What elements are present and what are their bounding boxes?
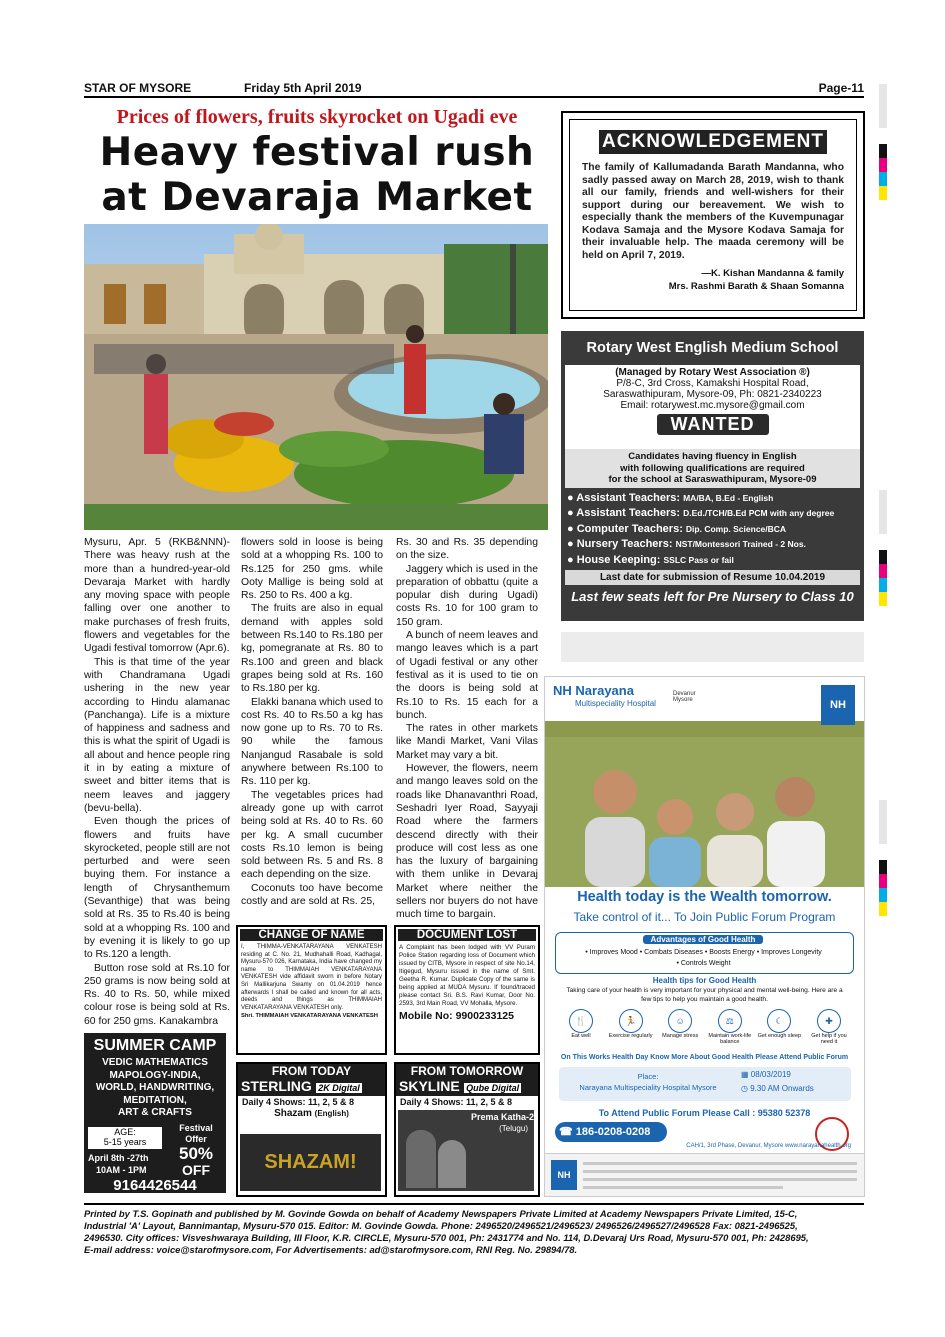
paragraph: Coconuts too have become costly and are sold at Rs. 25, — [241, 882, 383, 908]
narayana-cta: Take control of it... To Join Public Forum Program — [573, 910, 836, 924]
candidates-line-1: Candidates having fluency in English — [628, 451, 797, 462]
calendar-icon: ▦ — [741, 1070, 749, 1079]
paragraph: However, the flowers, neem and mango leaves sold on the roads like Dhanavanthri Road, Seshadri Iyer Road, Sayyaji Road where the farmers descend directly with their produce will cost less as one has the luxury of bargaining with them unlike in Devaraj Market where neither the sellers nor buyers do not have much time to bargain. — [396, 763, 538, 921]
narayana-tagline: Health today is the Wealth tomorrow. — [577, 889, 832, 905]
sterling-cinema-ad — [236, 1062, 387, 1197]
imprint-footer — [84, 1203, 864, 1256]
tips-title: Health tips for Good Health — [652, 976, 757, 985]
rotary-address-2: Saraswathipuram, Mysore-09, Ph: 0821-2340223 — [603, 389, 822, 400]
wanted-banner: WANTED — [657, 414, 769, 435]
phone-icon: ☎ — [559, 1126, 573, 1138]
paper-name: STAR OF MYSORE — [84, 81, 192, 95]
article-column-3 — [396, 536, 538, 922]
narayana-sub: Multispeciality Hospital — [575, 699, 656, 708]
sleep-icon: ☾ — [767, 1009, 791, 1033]
skyline-head: FROM TOMORROW — [396, 1064, 538, 1078]
advantages-line-2: • Controls Weight — [676, 960, 731, 967]
rotary-managed: (Managed by Rotary West Association ®) — [615, 367, 810, 378]
summer-line: MEDITATION, — [123, 1094, 187, 1106]
clock-icon: ◷ — [741, 1084, 748, 1093]
grey-strip — [561, 632, 864, 662]
rotary-address-1: P/8-C, 3rd Cross, Kamakshi Hospital Road, — [616, 378, 809, 389]
market-photo — [84, 224, 548, 530]
shazam-poster: SHAZAM! — [240, 1134, 381, 1191]
paragraph: The fruits are also in equal demand with apples sold between Rs.140 to Rs.180 per kg, pomegranate at Rs. 80 to Rs.100 and green and black grapes being sold at Rs. 160 to Rs.180 per kg. — [241, 603, 383, 695]
eat-well-icon: 🍴 — [569, 1009, 593, 1033]
skyline-cinema-ad — [394, 1062, 540, 1197]
age-label: AGE: — [114, 1127, 136, 1137]
event-date: ▦ 08/03/2019 — [741, 1070, 791, 1079]
ack-sign-1: —K. Kishan Mandanna & family — [701, 268, 844, 279]
lost-body: A Complaint has been lodged with VV Puram Police Station regarding loss of Document which issued by CITB, Mysore in respect of site No.14, Itigegud, Mysuru issued in the name of Smt. Geetha R. Kumar. Duplicate Copy of the same is being applied at MUDA Mysuru. If found/traced please contact Sri. B.S. Ravi Kumar, Door No. 2593, 3rd Main Road, VV Mohalla, Mysore. — [399, 944, 535, 1007]
exercise-icon: 🏃 — [619, 1009, 643, 1033]
summer-line: WORLD, HANDWRITING, — [95, 1082, 215, 1093]
nh-footer-icon: NH — [551, 1160, 577, 1190]
offer-line-2: Offer — [185, 1134, 207, 1144]
skyline-digital: Qube Digital — [466, 1083, 520, 1093]
paragraph: Even though the prices of flowers and fruits have skyrocketed, people still are not perturbed and were seen buying them. For instance a length of Chrysanthemum (Sevanthige) that was being sold at Rs. 35 to Rs.40 is being sold at a whopping Rs. 100 and by evening it is likely to go up to Rs.120 a length. — [84, 816, 230, 961]
imprint-line: Printed by T.S. Gopinath and published by M. Govinde Gowda on behalf of Academy Newspapers Private Limited at Academy Newspapers Private Limited, 15-C, — [84, 1208, 798, 1219]
nh-logo-icon: NH — [553, 683, 572, 698]
narayana-hospital-ad — [544, 676, 865, 1197]
paragraph: The vegetables prices had already gone up with carrot being sold at Rs. 40 to Rs. 60 per kg. A small cucumber costs Rs.10 lemon is being sold between Rs. 5 and Rs. 8 each depending on the size. — [241, 789, 383, 881]
post-item: ● Assistant Teachers: D.Ed./TCH/B.Ed PCM with any degree — [567, 507, 835, 520]
change-body: I, THIMMA-VENKATARAYANA VENKATESH residing at C. No. 21, Mudhahalli Road, Kadhagal, Mysuru-570 026, Karnataka, India have changed my name to THIMMAIAH VENKATARAYANA VENKATESH vide affidavit sworn in before Notary Sri Mallikarjuna Swamy on 01.04.2019 hence afterwards I shall be called and known for all acts, deeds and things as THIMMAIAH VENKATARAYANA VENKATESH only. — [241, 944, 382, 1011]
summer-line: MAPOLOGY-INDIA, — [109, 1069, 201, 1081]
headline-line-2: at Devaraja Market — [101, 175, 533, 220]
manage-stress-icon: ☺ — [668, 1009, 692, 1033]
sterling-lang: (English) — [314, 1109, 349, 1118]
rotary-email: Email: rotarywest.mc.mysore@gmail.com — [620, 400, 805, 411]
sterling-shows: Daily 4 Shows: 11, 2, 5 & 8 — [242, 1097, 355, 1107]
offer-off: OFF — [182, 1162, 210, 1178]
post-item: ● Assistant Teachers: MA/BA, B.Ed - English — [567, 491, 774, 504]
skyline-name: SKYLINE — [399, 1078, 460, 1094]
nh-badge-icon: NH — [821, 685, 855, 725]
page-header — [84, 80, 864, 98]
paragraph: flowers sold in loose is being sold at a whopping Rs. 100 to Rs.125 for 250 gms. while Ooty Mallige is being sold at Rs. 250 to Rs. 400 a kg. — [241, 537, 383, 602]
change-title: CHANGE OF NAME — [240, 929, 383, 941]
imprint-line: Industrial 'A' Layout, Bannimantap, Mysuru-570 015. Editor: M. Govinde Gowda. Phone: 2496520/2496521/2496523/ 2496526/2496527/2496528 Fax: 0821-2496525, — [84, 1220, 798, 1231]
change-sign: Shri. THIMMAIAH VENKATARAYANA VENKATESH — [241, 1013, 378, 1020]
skyline-movie: Prema Katha-2 — [470, 1112, 534, 1122]
paragraph: Mysuru, Apr. 5 (RKB&NNN)-There was heavy rush at the more than a hundred-year-old Devaraja Market with hardly any moving space with people falling over one another to make purchases of fresh fruits, flowers and vegetables for the Ugadi festival tomorrow (Apr.6). — [84, 537, 230, 655]
tips-icons: 🍴 Eat well 🏃 Exercise regularly ☺ Manage stress ⚖ Maintain work-life balance ☾ Get enough sleep ✚ Get help if you need it — [559, 1009, 851, 1045]
paragraph: A bunch of neem leaves and mango leaves which is a part of Ugadi festival or any other festival as it is used to tie on the doors is being sold at Rs.10 to Rs. 15 each for a bunch. — [396, 630, 538, 721]
rotary-school-ad — [561, 331, 864, 621]
sterling-name: STERLING — [241, 1078, 312, 1094]
camp-dates: April 8th -27th — [88, 1153, 149, 1163]
narayana-logo: NH Narayana — [553, 683, 634, 698]
advantages-title: Advantages of Good Health — [643, 935, 763, 944]
skyline-lang: (Telugu) — [499, 1124, 528, 1133]
place-label: Place: — [637, 1072, 659, 1081]
offer-line-1: Festival — [179, 1123, 213, 1133]
camp-time: 10AM - 1PM — [96, 1165, 147, 1175]
paragraph: The rates in other markets like Mandi Market, Vani Vilas Market may vary a bit. — [396, 723, 538, 761]
paragraph: This is that time of the year with Chandramana Ugadi ushering in the new year according to Hindu alamanac (Panchanga). Life is a mixture of happiness and sadness and this is what the spirit of Ugadi is all about and hence people ring it in by eating a mixture of sweet and bitter items that is neem leaves and jaggery (bevu-bella). — [84, 656, 230, 814]
document-lost-ad — [394, 925, 540, 1055]
candidates-line-3: for the school at Saraswathipuram, Mysore-09 — [608, 474, 817, 485]
imprint-line: 2496530. City offices: Visveshwaraya Building, III Floor, K.R. CIRCLE, Mysuru-570 001, Ph: 2431774 and No. 114, D.Devaraj Urs Road, Mysuru-570 001, Ph: 2428695, — [84, 1232, 809, 1243]
article-headline — [84, 130, 550, 220]
paragraph: Rs. 30 and Rs. 35 depending on the size. — [396, 537, 538, 562]
page-number: Page-11 — [818, 81, 864, 95]
acknowledgement-ad — [561, 111, 865, 319]
issue-date: Friday 5th April 2019 — [244, 81, 362, 95]
forum-call: To Attend Public Forum Please Call : 95380 52378 — [598, 1108, 811, 1118]
post-item: ● Nursery Teachers: NST/Montessori Trained - 2 Nos. — [567, 538, 806, 551]
skyline-shows: Daily 4 Shows: 11, 2, 5 & 8 — [400, 1097, 513, 1107]
post-item: ● Computer Teachers: Dip. Comp. Science/BCA — [567, 522, 787, 535]
camp-phone: 9164426544 — [113, 1177, 197, 1194]
article-kicker: Prices of flowers, fruits skyrocket on Ugadi eve — [116, 106, 518, 128]
balance-icon: ⚖ — [718, 1009, 742, 1033]
lost-title: DOCUMENT LOST — [398, 929, 536, 941]
sterling-digital: 2K Digital — [318, 1083, 360, 1093]
paragraph: Elakki banana which used to cost Rs. 40 to Rs.50 a kg has now gone up to Rs. 70 to Rs. 90 while the famous Nanjangud Rasabale is sold anywhere between Rs.100 to Rs. 110 per kg. — [241, 696, 383, 788]
age-value: 5-15 years — [103, 1137, 147, 1147]
print-registration-marks — [879, 84, 887, 1204]
tollfree-pill: ☎ 186-0208-0208 — [555, 1122, 667, 1142]
lost-mobile: Mobile No: 9900233125 — [399, 1010, 514, 1022]
ack-sign-2: Mrs. Rashmi Barath & Shaan Somanna — [668, 281, 844, 292]
narayana-location: Devanur Mysore — [673, 691, 696, 703]
headline-line-1: Heavy festival rush — [99, 130, 535, 175]
sterling-movie: Shazam — [274, 1108, 312, 1119]
article-column-1 — [84, 536, 230, 1028]
help-icon: ✚ — [817, 1009, 841, 1033]
candidates-line-2: with following qualifications are required — [620, 462, 805, 474]
tips-text: Taking care of your health is very important for your physical and mental well-being. Here are a few tips to help you maintain a good health. — [566, 987, 843, 1003]
paragraph: Button rose sold at Rs.10 for 250 grams is now being sold at Rs. 40 to Rs. 50, while mixed colour rose is being sold at Rs. 60 for 250 gms. Kanakambra — [84, 962, 230, 1027]
prema-katha-poster — [398, 1110, 534, 1191]
ack-title: ACKNOWLEDGEMENT — [599, 130, 827, 154]
narayana-address: CAH/1, 3rd Phase, Devanur, Mysore www.narayanahealth.org — [686, 1143, 851, 1149]
event-time: ◷ 9.30 AM Onwards — [741, 1084, 814, 1093]
imprint-line: E-mail address: voice@starofmysore.com, For Advertisements: ad@starofmysore.com, RNI Reg. No. 29894/78. — [84, 1244, 578, 1255]
summer-camp-ad — [84, 1033, 226, 1193]
rotary-seats: Last few seats left for Pre Nursery to Class 10 — [571, 589, 854, 605]
summer-line: ART & CRAFTS — [118, 1107, 192, 1118]
post-item: ● House Keeping: SSLC Pass or fail — [567, 553, 734, 566]
ack-body: The family of Kallumadanda Barath Mandanna, who sadly passed away on March 28, 2019, wish to thank all our family, friends and well-wishers for their support during our bereavement. We wish to especially thank the members of the Kuvempunagar Kodava Samaja and the Mysore Kodava Samaja for their invaluable help. The maada ceremony will be held on April 7, 2019. — [582, 162, 844, 261]
summer-line: VEDIC MATHEMATICS — [102, 1057, 208, 1068]
place-value: Narayana Multispeciality Hospital Mysore — [579, 1083, 717, 1092]
advantages-line-1: • Improves Mood • Combats Diseases • Boosts Energy • Improves Longevity — [585, 949, 822, 956]
world-health-day: On This Works Health Day Know More About Good Health Please Attend Public Forum — [560, 1054, 849, 1061]
summer-title: SUMMER CAMP — [93, 1037, 217, 1054]
paragraph: Jaggery which is used in the preparation of obbattu (quite a popular dish during Ugadi) costs Rs. 10 for 100 gram to 150 gram. — [396, 563, 538, 628]
rotary-title: Rotary West English Medium School — [586, 340, 839, 356]
narayana-network-strip — [545, 1153, 864, 1197]
rotary-deadline: Last date for submission of Resume 10.04.2019 — [565, 570, 860, 585]
offer-percent: 50% — [178, 1144, 214, 1163]
family-photo — [545, 737, 864, 887]
change-of-name-ad — [236, 925, 387, 1055]
article-column-2 — [241, 536, 383, 908]
sterling-head: FROM TODAY — [238, 1064, 385, 1078]
